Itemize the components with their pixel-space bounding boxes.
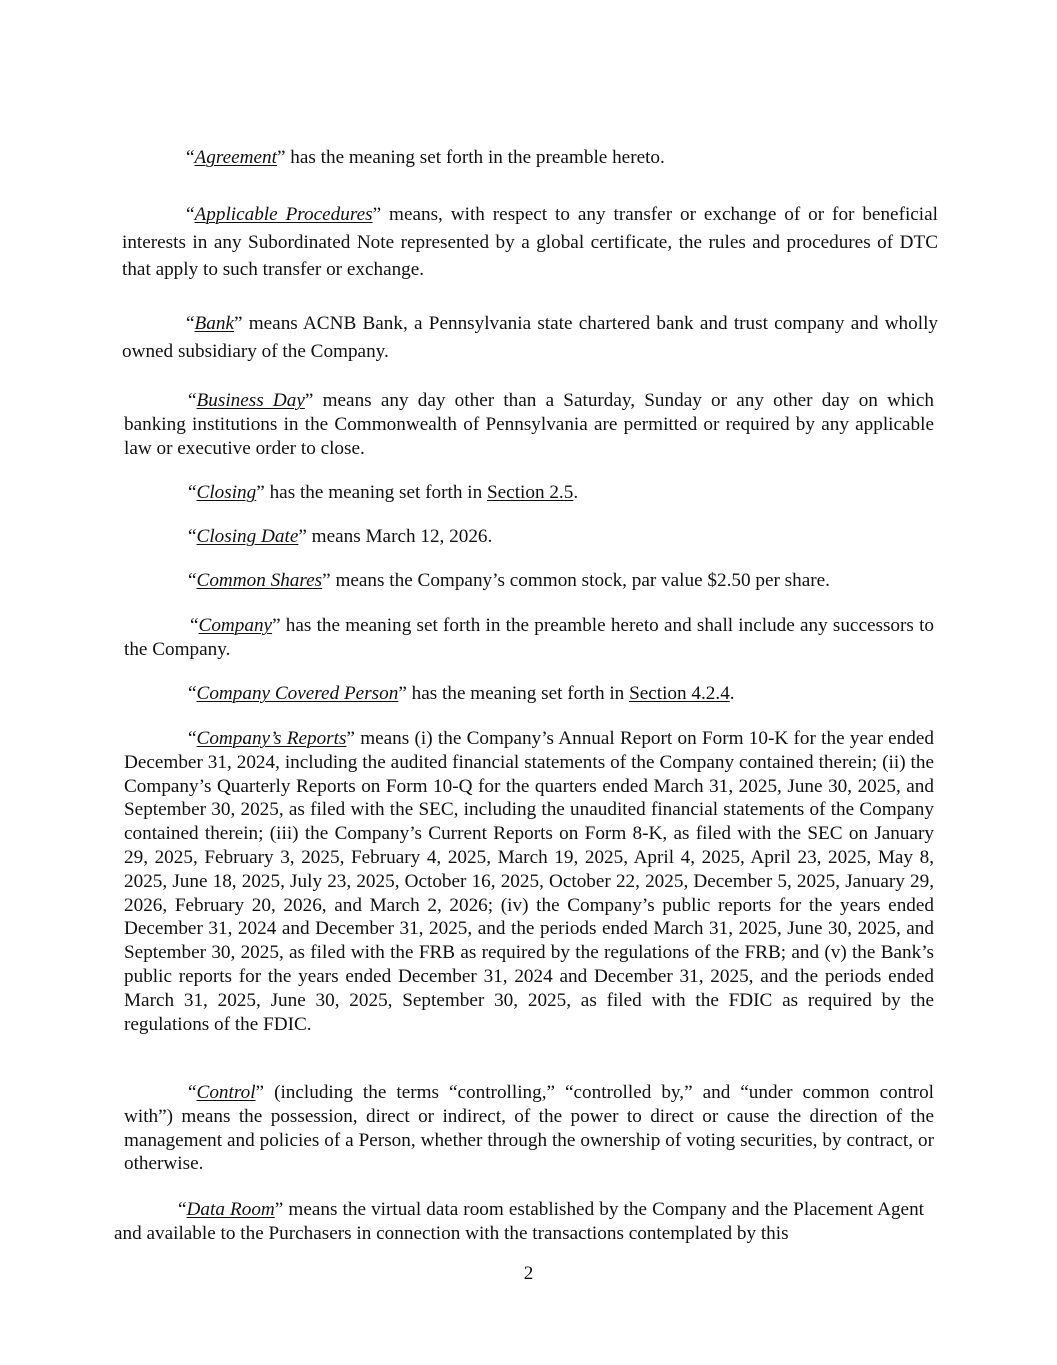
quote-close: ”	[398, 683, 407, 704]
quote-open: “	[178, 1199, 187, 1220]
definition-text: means (i) the Company’s Annual Report on Form 10-K for the year ended December 31, 2024, including the audited financial statements of the Company contained therein; (ii) the Company’s Quarterly Reports on Form 10-Q for the quarters ended March 31, 2025, June 30, 2025, and September 30, 2025, as filed with the SEC, including the unaudited financial statements of the Company contained therein; (iii) the Company’s Current Reports on Form 8-K, as filed with the SEC on January 29, 2025, February 3, 2025, February 4, 2025, March 19, 2025, April 4, 2025, April 23, 2025, May 8, 2025, June 18, 2025, July 23, 2025, October 16, 2025, October 22, 2025, December 5, 2025, January 29, 2026, February 20, 2026, and March 2, 2026; (iv) the Company’s public reports for the years ended December 31, 2024 and December 31, 2025, and the periods ended March 31, 2025, June 30, 2025, and September 30, 2025, as filed with the FRB as required by the regulations of the FRB; and (v) the Bank’s public reports for the years ended December 31, 2024 and December 31, 2025, and the periods ended March 31, 2025, June 30, 2025, September 30, 2025, as filed with the FDIC as required by the regulations of the FDIC.	[124, 728, 934, 1035]
definition-text: means ACNB Bank, a Pennsylvania state chartered bank and trust company and wholly owned subsidiary of the Company.	[122, 313, 938, 362]
quote-open: “	[186, 313, 195, 334]
definition-company-covered-person	[124, 682, 934, 706]
defined-term: Bank	[194, 313, 234, 334]
defined-term: Company’s Reports	[196, 728, 347, 749]
quote-close: ”	[274, 1199, 284, 1220]
definition-text: means, with respect to any transfer or exchange of or for beneficial interests in any Subordinated Note represented by a global certificate, the rules and procedures of DTC that apply to such transfer or exchange.	[122, 204, 938, 280]
definition-control	[124, 1081, 934, 1176]
quote-open: “	[186, 147, 195, 168]
definition-applicable-procedures	[122, 201, 938, 284]
section-reference-link[interactable]: Section 2.5	[486, 482, 574, 503]
defined-term: Company Covered Person	[196, 683, 399, 704]
definition-text: has the meaning set forth in the preamble hereto and shall include any successors to the Company.	[124, 615, 934, 660]
quote-close: ”	[372, 204, 382, 225]
quote-close: ”	[233, 313, 243, 334]
definition-companys-reports	[124, 727, 934, 1036]
definition-business-day	[124, 389, 934, 460]
quote-open: “	[186, 204, 195, 225]
quote-close: ”	[255, 1082, 265, 1103]
quote-close: ”	[276, 147, 286, 168]
quote-open: “	[188, 570, 197, 591]
definition-text: means any day other than a Saturday, Sunday or any other day on which banking institutions in the Commonwealth of Pennsylvania are permitted or required by any applicable law or executive order to close.	[124, 390, 934, 459]
definition-data-room	[114, 1198, 924, 1246]
section-reference-link[interactable]: Section 4.2.4	[629, 683, 730, 704]
definition-company	[124, 614, 934, 662]
defined-term: Closing Date	[196, 526, 299, 547]
definition-text: has the meaning set forth in the preamble hereto.	[285, 147, 665, 168]
definition-text: (including the terms “controlling,” “controlled by,” and “under common control with”) means the possession, direct or indirect, of the power to direct or cause the direction of the management and policies of a Person, whether through the ownership of voting securities, by contract, or otherwise.	[124, 1082, 934, 1175]
quote-open: “	[188, 1082, 197, 1103]
defined-term: Common Shares	[196, 570, 323, 591]
quote-open: “	[188, 526, 197, 547]
defined-term: Company	[198, 615, 273, 636]
quote-close: ”	[322, 570, 331, 591]
definition-closing-date	[124, 525, 934, 549]
defined-term: Closing	[196, 482, 257, 503]
definition-bank	[122, 310, 938, 366]
defined-term: Applicable Procedures	[194, 204, 373, 225]
quote-open: “	[190, 615, 199, 636]
definition-text: means the virtual data room established by the Company and the Placement Agent and available to the Purchasers in connection with the transactions contemplated by this	[114, 1199, 925, 1244]
defined-term: Agreement	[194, 147, 277, 168]
page-number: 2	[523, 1263, 534, 1284]
quote-close: ”	[272, 615, 281, 636]
definition-text: has the meaning set forth in	[406, 683, 630, 704]
quote-open: “	[188, 482, 197, 503]
defined-term: Control	[196, 1082, 256, 1103]
defined-term: Business Day	[196, 390, 305, 411]
quote-open: “	[188, 683, 197, 704]
definition-agreement	[122, 146, 938, 170]
defined-term: Data Room	[186, 1199, 275, 1220]
definition-text-end: .	[729, 683, 735, 704]
definition-text: has the meaning set forth in	[264, 482, 487, 503]
quote-close: ”	[346, 728, 355, 749]
quote-close: ”	[298, 526, 307, 547]
quote-open: “	[188, 728, 197, 749]
definition-text: means the Company’s common stock, par value $2.50 per share.	[330, 570, 830, 591]
definition-text-end: .	[573, 482, 579, 503]
definition-closing	[124, 481, 934, 505]
quote-close: ”	[304, 390, 314, 411]
quote-close: ”	[256, 482, 265, 503]
definition-common-shares	[124, 569, 934, 593]
quote-open: “	[188, 390, 197, 411]
definition-text: means March 12, 2026.	[306, 526, 493, 547]
